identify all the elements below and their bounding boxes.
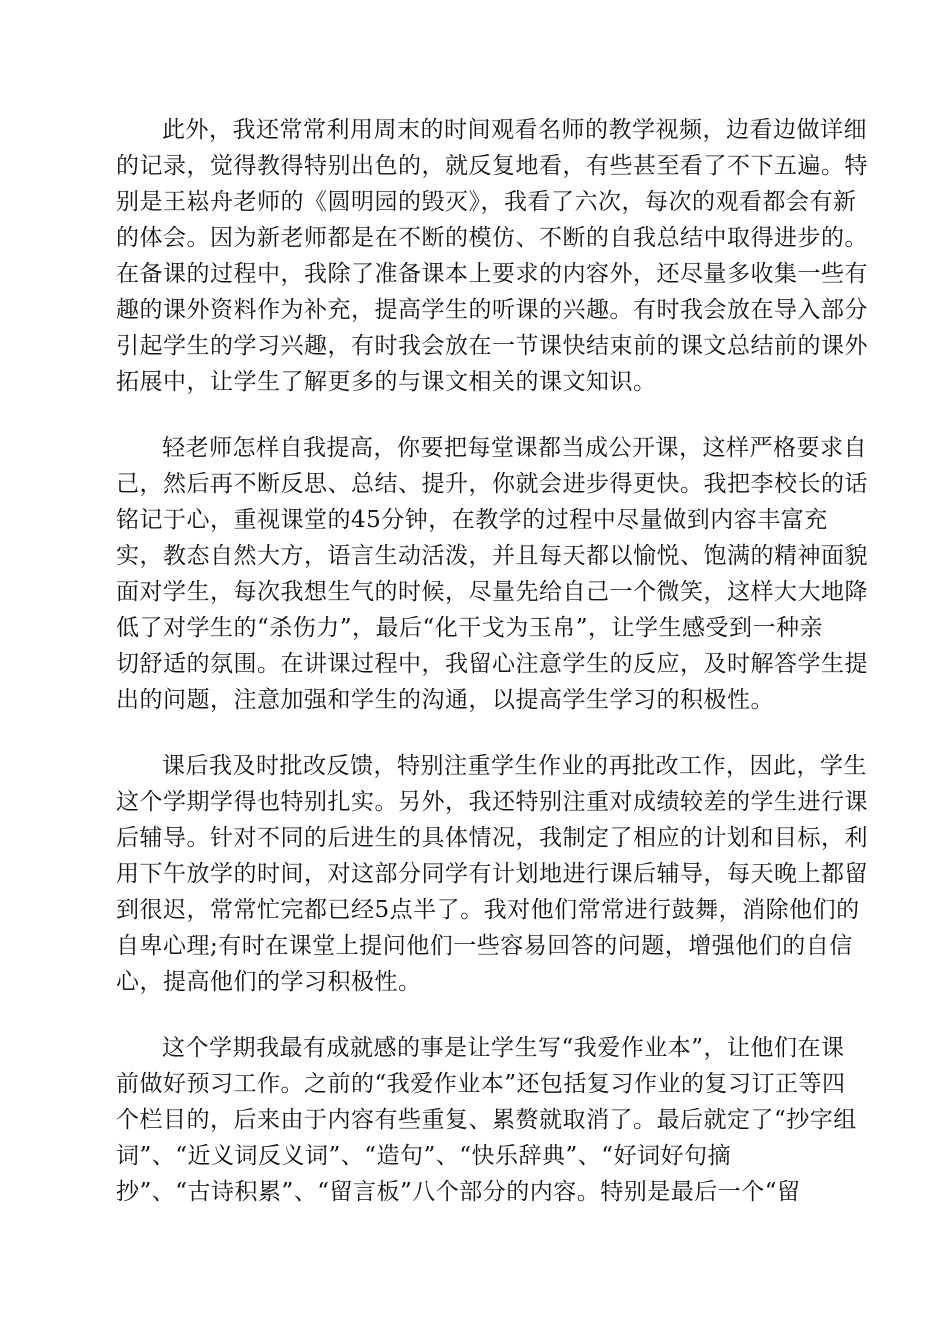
paragraph-line: 面对学生，每次我想生气的时候，尽量先给自己一个微笑，这样大大地降 [116,579,868,605]
paragraph-line: 趣的课外资料作为补充，提高学生的听课的兴趣。有时我会放在导入部分 [116,297,868,323]
paragraph-line: 个栏目的，后来由于内容有些重复、累赘就取消了。最后就定了“抄字组 [116,1107,857,1133]
paragraph-line: 这个学期我最有成就感的事是让学生写“我爱作业本”，让他们在课 [162,1035,845,1061]
paragraph-line: 铭记于心，重视课堂的45分钟，在教学的过程中尽量做到内容丰富充 [116,507,828,533]
paragraph-line: 别是王崧舟老师的《圆明园的毁灭》，我看了六次，每次的观看都会有新 [116,189,857,215]
paragraph-line: 词”、“近义词反义词”、“造句”、“快乐辞典”、“好词好句摘 [116,1143,732,1169]
paragraph-line: 引起学生的学习兴趣，有时我会放在一节课快结束前的课文总结前的课外 [116,333,868,359]
paragraph-line: 的体会。因为新老师都是在不断的模仿、不断的自我总结中取得进步的。 [116,225,868,251]
paragraph-line: 这个学期学得也特别扎实。另外，我还特别注重对成绩较差的学生进行课 [116,789,868,815]
paragraph-line: 心，提高他们的学习积极性。 [116,969,422,995]
paragraph-line: 切舒适的氛围。在讲课过程中，我留心注意学生的反应，及时解答学生提 [116,651,868,677]
paragraph-line: 轻老师怎样自我提高，你要把每堂课都当成公开课，这样严格要求自 [162,435,867,461]
paragraph-line: 低了对学生的“杀伤力”，最后“化干戈为玉帛”，让学生感受到一种亲 [116,615,824,641]
paragraph-line: 的记录，觉得教得特别出色的，就反复地看，有些甚至看了不下五遍。特 [116,153,868,179]
paragraph-line: 自卑心理;有时在课堂上提问他们一些容易回答的问题，增强他们的自信 [116,933,853,959]
paragraph-line: 己，然后再不断反思、总结、提升，你就会进步得更快。我把李校长的话 [116,471,868,497]
paragraph-line: 此外，我还常常利用周末的时间观看名师的教学视频，边看边做详细 [162,117,867,143]
paragraph-line: 实，教态自然大方，语言生动活泼，并且每天都以愉悦、饱满的精神面貌 [116,543,868,569]
paragraph-line: 拓展中，让学生了解更多的与课文相关的课文知识。 [116,369,657,395]
paragraph-line: 前做好预习工作。之前的“我爱作业本”还包括复习作业的复习订正等四 [116,1071,846,1097]
paragraph-line: 到很迟，常常忙完都已经5点半了。我对他们常常进行鼓舞，消除他们的 [116,897,860,923]
paragraph-line: 课后我及时批改反馈，特别注重学生作业的再批改工作，因此，学生 [162,753,867,779]
paragraph-line: 在备课的过程中，我除了准备课本上要求的内容外，还尽量多收集一些有 [116,261,868,287]
paragraph-line: 后辅导。针对不同的后进生的具体情况，我制定了相应的计划和目标，利 [116,825,868,851]
paragraph-line: 出的问题，注意加强和学生的沟通，以提高学生学习的积极性。 [116,687,774,713]
paragraph-line: 抄”、“古诗积累”、“留言板”八个部分的内容。特别是最后一个“留 [116,1179,801,1205]
paragraph-line: 用下午放学的时间，对这部分同学有计划地进行课后辅导，每天晚上都留 [116,861,868,887]
